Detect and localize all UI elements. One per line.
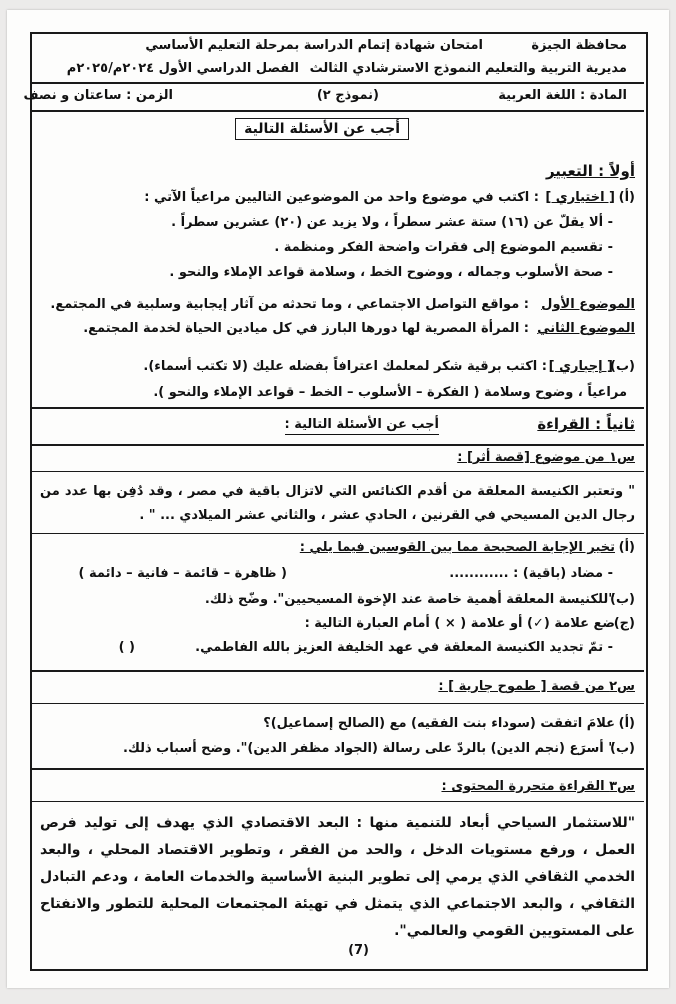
s3-divider — [30, 801, 644, 802]
section-divider-2 — [30, 444, 644, 446]
s2-title: س٢ من قصة [ طموح جارية ] : — [438, 679, 635, 694]
c-text: ضع علامة (✓) أو علامة ( × ) أمام العبارة التالية : — [304, 616, 615, 631]
exam-time: الزمن : ساعتان و نصف — [23, 88, 173, 103]
rule-3: - صحة الأسلوب وجماله ، ووضوح الخط ، وسلامة قواعد الإملاء والنحو . — [169, 265, 613, 280]
topic2-text: : المرأة المصرية لها دورها البارز في كل ميادين الحياة لخدمة المجتمع. — [83, 321, 529, 336]
q2-note: مراعياً ، وضوح وسلامة ( الفكرة – الأسلوب – الخط – قواعد الإملاء والنحو ). — [153, 385, 627, 400]
q1-label: (أ) — [618, 190, 635, 205]
c-label: (ج) — [613, 616, 635, 631]
b-label: (ب) — [610, 592, 635, 607]
main-instruction: أجب عن الأسئلة التالية — [235, 118, 409, 140]
rule-2: - تقسيم الموضوع إلى فقرات واضحة الفكر ومنظمة . — [274, 240, 613, 255]
q2-type: [ إجباري ] — [548, 359, 613, 374]
passage1-divider — [30, 533, 644, 534]
a-item: - مضاد (باقية) : ............ — [449, 566, 613, 581]
exam-sheet — [7, 10, 669, 988]
q1-type: [ اختياري ] — [545, 190, 615, 205]
s3-title: س٣ القراءة متحررة المحتوى : — [441, 779, 635, 794]
page-number: (7) — [348, 943, 369, 958]
a-label: (أ) — [618, 540, 635, 555]
q2-text: : اكتب برقية شكر لمعلمك اعترافاً بفضله عليك (لا تكتب أسماء). — [143, 359, 547, 374]
subject: المادة : اللغة العربية — [498, 88, 627, 103]
section-divider-4 — [30, 768, 644, 770]
q1-text: : اكتب في موضوع واحد من الموضوعين التاليين مراعياً الآتي : — [144, 190, 539, 205]
topic1-text: : مواقع التواصل الاجتماعي ، وما تحدثه من آثار إيجابية وسلبية في المجتمع. — [50, 297, 529, 312]
s2-b: " أسرَع (نجم الدين) بالردّ على رسالة (الجواد مظفر الدين)". وضح أسباب ذلك. — [123, 741, 615, 756]
header-divider — [30, 82, 644, 84]
s1-title: س١ من موضوع [قصة أثر] : — [457, 450, 635, 465]
section2-title: ثانياً : القراءة — [537, 415, 635, 433]
model-number: (نموذج ٢) — [316, 88, 379, 103]
a-text: تخير الإجابة الصحيحة مما بين القوسين فيما يلي : — [299, 540, 615, 555]
passage-1: " وتعتبر الكنيسة المعلقة من أقدم الكنائس التي لاتزال باقية في مصر ، وقد دُفِن بها عدد من رجال الدين المسيحي في القرنين ، الحادي عشر ، والثاني عشر الميلادي ... " . — [40, 484, 635, 523]
model-title: النموذج الاسترشادي الثالث — [309, 61, 481, 76]
b-text: "للكنيسة المعلقة أهمية خاصة عند الإخوة المسيحيين". وضّح ذلك. — [204, 592, 615, 607]
q2-label: (ب) — [610, 359, 635, 374]
s2-divider — [30, 703, 644, 704]
section-divider-1 — [30, 407, 644, 409]
header-divider-2 — [30, 110, 644, 112]
topic1-label: الموضوع الأول — [541, 297, 635, 312]
rule-1: - ألا يقلّ عن (١٦) ستة عشر سطراً ، ولا يزيد عن (٢٠) عشرين سطراً . — [171, 215, 613, 230]
s2-a: علامَ اتفقت (سوداء بنت الفقيه) مع (الصالح إسماعيل)؟ — [263, 716, 615, 731]
section1-title: أولاً : التعبير — [545, 162, 635, 180]
term: الفصل الدراسي الأول ٢٠٢٤م/٢٠٢٥م — [66, 61, 299, 76]
section-divider-3 — [30, 670, 644, 672]
c-item: - تمّ تجديد الكنيسة المعلقة في عهد الخليفة العزيز بالله الفاطمي. — [195, 640, 613, 655]
s2-a-label: (أ) — [618, 716, 635, 731]
directorate: مديرية التربية والتعليم — [484, 61, 627, 76]
governorate: محافظة الجيزة — [531, 38, 627, 53]
a-options: ( ظاهرة – قائمة – فانية – دائمة ) — [78, 566, 287, 581]
c-answer-paren: ( ) — [118, 640, 135, 655]
s1-divider — [30, 471, 644, 472]
exam-title: امتحان شهادة إتمام الدراسة بمرحلة التعليم الأساسي — [145, 38, 483, 53]
s2-b-label: (ب) — [610, 741, 635, 756]
section2-instruction: أجب عن الأسئلة التالية : — [285, 417, 439, 435]
topic2-label: الموضوع الثاني — [537, 321, 635, 336]
passage-3: "للاستثمار السياحي أبعاد للتنمية منها : البعد الاقتصادي الذي يهدف إلى توليد فرص العمل ، ورفع مستويات الدخل ، والحد من الفقر ، وتطوير الاقتصاد المحلي ، والبعد الخدمي الثقافي الذي يرمي إلى تطوير البنية الأساسية والخدمات العامة ، ودعم التبادل الثقافي ، والبعد الاجتماعي الذي يتمثل في تهيئة المجتمعات المحلية للتطور والانفتاح على المستويين القومي والعالمي". — [40, 815, 635, 939]
